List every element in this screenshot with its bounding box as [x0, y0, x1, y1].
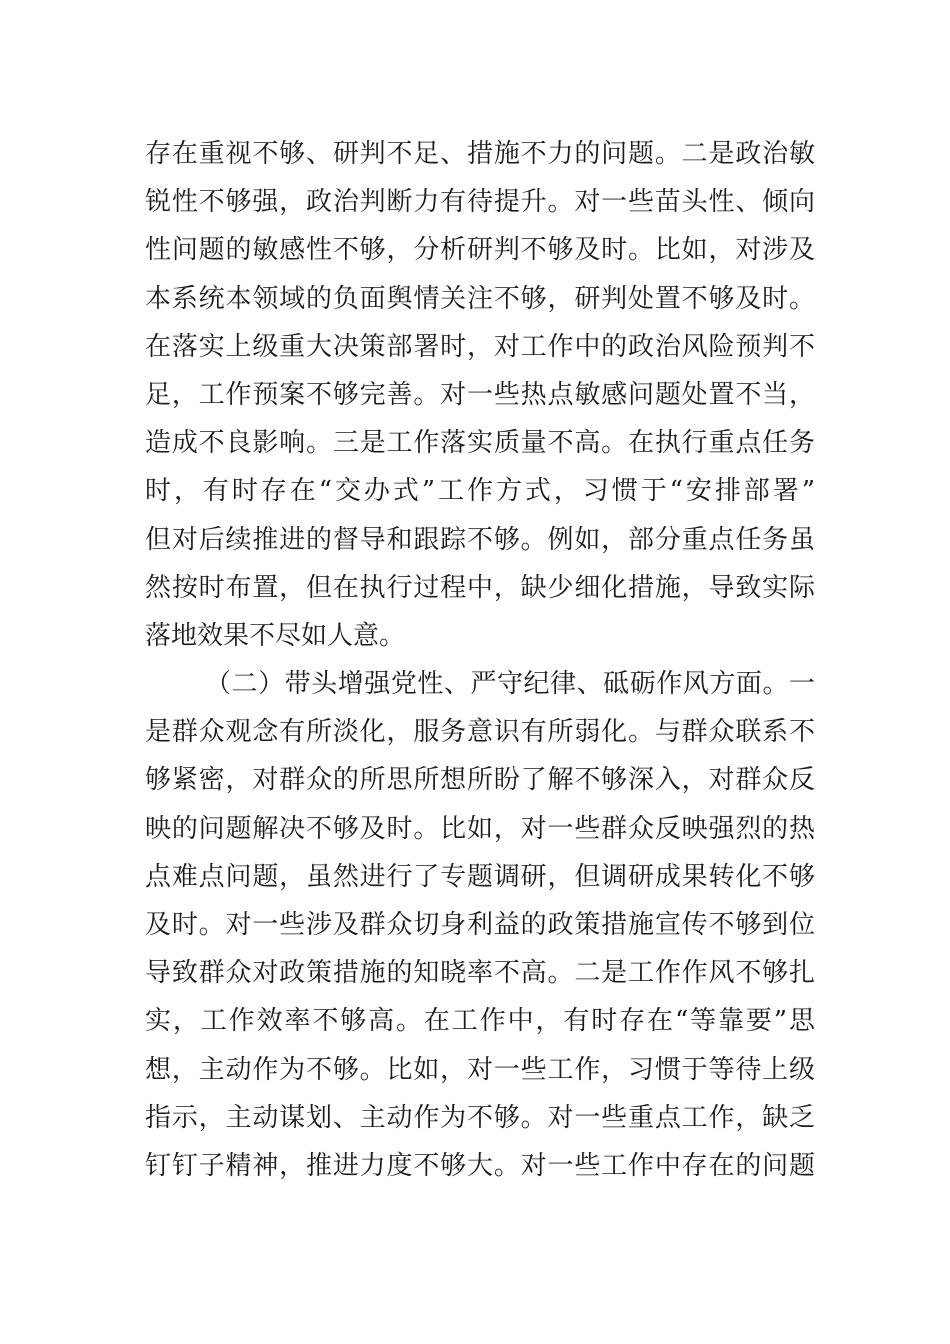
text-line: 本系统本领域的负面舆情关注不够，研判处置不够及时。	[145, 283, 815, 314]
text-line: 钉钉子精神，推进力度不够大。对一些工作中存在的问题	[145, 1150, 815, 1181]
text-line: 导致群众对政策措施的知晓率不高。二是工作作风不够扎	[145, 958, 815, 989]
text-line: 然按时布置，但在执行过程中，缺少细化措施，导致实际	[145, 572, 815, 603]
text-line: 够紧密，对群众的所思所想所盼了解不够深入，对群众反	[145, 765, 815, 796]
section-heading-line: （二）带头增强党性、严守纪律、砥砺作风方面。一	[205, 669, 815, 700]
text-line: 想，主动作为不够。比如，对一些工作，习惯于等待上级	[145, 1054, 815, 1085]
text-line: 存在重视不够、研判不足、措施不力的问题。二是政治敏	[145, 139, 815, 169]
text-line: 锐性不够强，政治判断力有待提升。对一些苗头性、倾向	[145, 187, 815, 218]
text-line: 但对后续推进的督导和跟踪不够。例如，部分重点任务虽	[145, 524, 815, 555]
text-line: 造成不良影响。三是工作落实质量不高。在执行重点任务	[145, 428, 815, 459]
text-line: 时，有时存在“交办式”工作方式，习惯于“安排部署”	[145, 476, 815, 507]
text-line: 及时。对一些涉及群众切身利益的政策措施宣传不够到位	[145, 910, 815, 940]
text-line: 是群众观念有所淡化，服务意识有所弱化。与群众联系不	[145, 717, 815, 748]
text-line: 足，工作预案不够完善。对一些热点敏感问题处置不当，	[145, 379, 815, 410]
text-line: 落地效果不尽如人意。	[145, 620, 406, 651]
text-line: 性问题的敏感性不够，分析研判不够及时。比如，对涉及	[145, 235, 815, 266]
text-line: 实，工作效率不够高。在工作中，有时存在“等靠要”思	[145, 1006, 815, 1037]
text-line: 指示，主动谋划、主动作为不够。对一些重点工作，缺乏	[145, 1102, 815, 1133]
text-line: 在落实上级重大决策部署时，对工作中的政治风险预判不	[145, 331, 815, 362]
text-line: 映的问题解决不够及时。比如，对一些群众反映强烈的热	[145, 813, 815, 844]
text-line: 点难点问题，虽然进行了专题调研，但调研成果转化不够	[145, 861, 815, 892]
body-text	[145, 130, 815, 1190]
